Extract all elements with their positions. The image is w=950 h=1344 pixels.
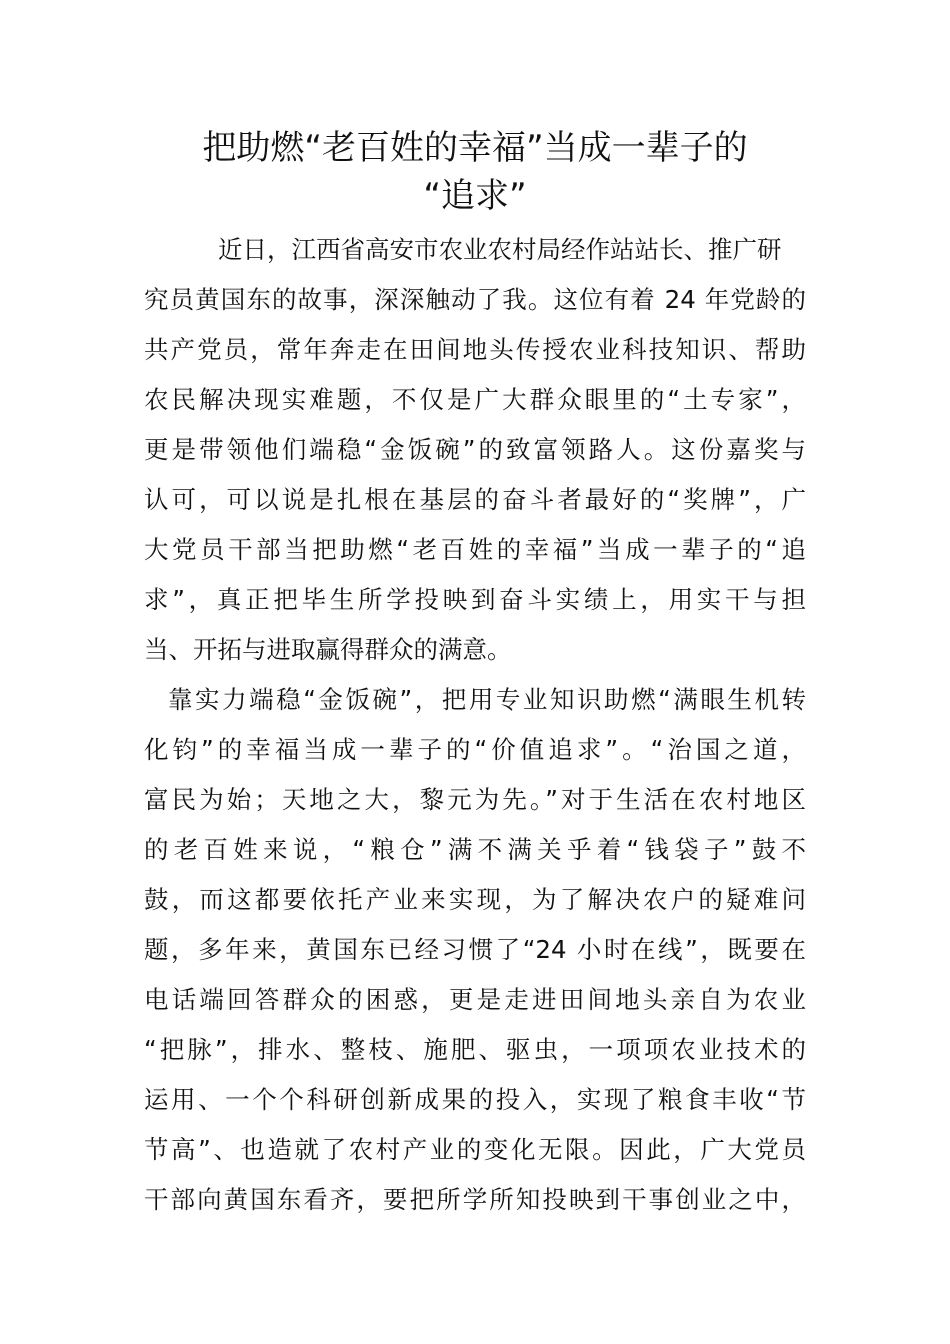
paragraph-line: 的老百姓来说，“粮仓”满不满关乎着“钱袋子”鼓不 — [144, 835, 806, 864]
paragraph-line: 认可，可以说是扎根在基层的奋斗者最好的“奖牌”，广 — [144, 485, 806, 514]
paragraph-line: 求”，真正把毕生所学投映到奋斗实绩上，用实干与担 — [144, 585, 806, 614]
paragraph-line: “把脉”，排水、整枝、施肥、驱虫，一项项农业技术的 — [144, 1035, 806, 1064]
paragraph-line: 节高”、也造就了农村产业的变化无限。因此，广大党员 — [144, 1135, 806, 1164]
paragraph-line: 富民为始；天地之大，黎元为先。”对于生活在农村地区 — [144, 785, 806, 814]
paragraph-line: 近日，江西省高安市农业农村局经作站站长、推广研 — [218, 235, 782, 264]
paragraph-line: 化钧”的幸福当成一辈子的“价值追求”。“治国之道， — [144, 735, 806, 764]
paragraph-line: 更是带领他们端稳“金饭碗”的致富领路人。这份嘉奖与 — [144, 435, 806, 464]
paragraph-line: 当、开拓与进取赢得群众的满意。 — [144, 635, 512, 664]
paragraph-line: 鼓，而这都要依托产业来实现，为了解决农户的疑难问 — [144, 885, 806, 914]
paragraph-line: 共产党员，常年奔走在田间地头传授农业科技知识、帮助 — [144, 335, 806, 364]
paragraph-line: 大党员干部当把助燃“老百姓的幸福”当成一辈子的“追 — [144, 535, 806, 564]
paragraph-line: 题，多年来，黄国东已经习惯了“24 小时在线”，既要在 — [144, 935, 806, 964]
paragraph-line: 农民解决现实难题，不仅是广大群众眼里的“土专家”， — [144, 385, 806, 414]
paragraph-line: 运用、一个个科研创新成果的投入，实现了粮食丰收“节 — [144, 1085, 806, 1114]
paragraph-line: 干部向黄国东看齐，要把所学所知投映到干事创业之中， — [144, 1185, 806, 1214]
paragraph-line: 电话端回答群众的困惑，更是走进田间地头亲自为农业 — [144, 985, 806, 1014]
document-title-line-1: 把助燃“老百姓的幸福”当成一辈子的 — [202, 128, 748, 168]
paragraph-line: 靠实力端稳“金饭碗”，把用专业知识助燃“满眼生机转 — [168, 685, 806, 714]
paragraph-line: 究员黄国东的故事，深深触动了我。这位有着 24 年党龄的 — [144, 285, 806, 314]
document-title-line-2: “追求” — [423, 176, 527, 216]
